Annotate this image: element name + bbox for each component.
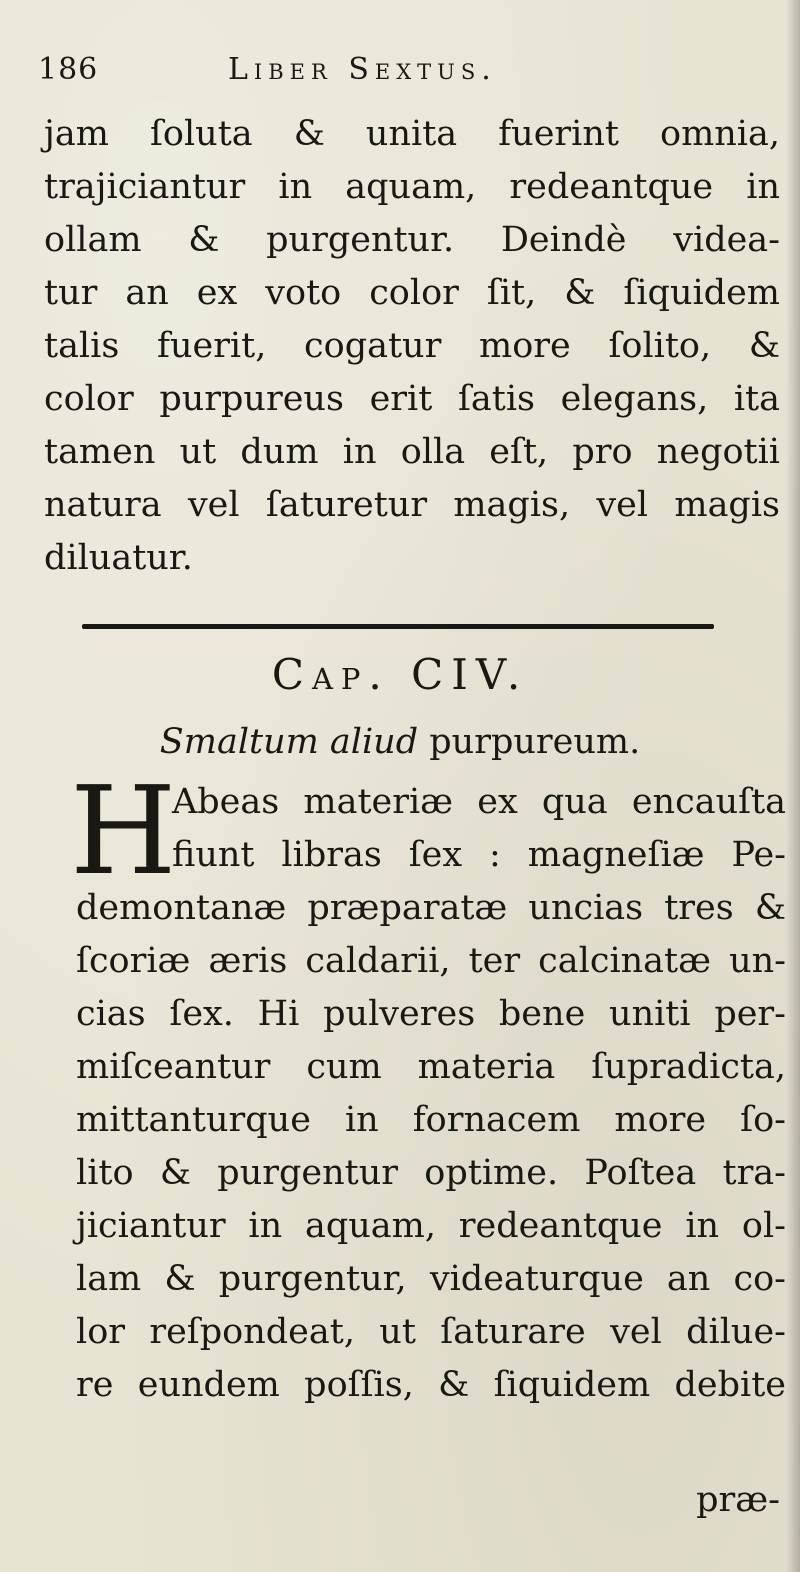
text-line: tamen ut dum in olla eſt, pro negotii	[44, 432, 780, 472]
chapter-heading: Cap. CIV.	[271, 650, 529, 699]
text-line: lito & purgentur optime. Poſtea tra-	[76, 1153, 786, 1193]
catchword: præ-	[696, 1480, 780, 1520]
running-title: Liber Sextus.	[228, 52, 497, 87]
text-line: ollam & purgentur. Deindè videa-	[44, 220, 780, 260]
text-line: natura vel ſaturetur magis, vel magis	[44, 485, 780, 525]
running-head	[38, 52, 778, 102]
text-line: diluatur.	[44, 538, 193, 578]
text-line: mittanturque in fornacem more ſo-	[76, 1100, 786, 1140]
drop-cap: H	[70, 760, 177, 902]
section-divider	[82, 624, 714, 629]
page-number: 186	[38, 52, 99, 87]
text-line: fiunt libras ſex : magneſiæ Pe-	[172, 835, 786, 875]
chapter-subtitle	[0, 722, 800, 762]
text-line: ſcoriæ æris caldarii, ter calcinatæ un-	[76, 941, 786, 981]
text-line: demontanæ præparatæ uncias tres &	[76, 888, 786, 928]
text-line: trajiciantur in aquam, redeantque in	[44, 167, 780, 207]
subtitle-roman: purpureum.	[429, 722, 641, 762]
text-line: cias ſex. Hi pulveres bene uniti per-	[76, 994, 786, 1034]
text-line: tur an ex voto color ſit, & ſiquidem	[44, 273, 780, 313]
text-line: jiciantur in aquam, redeantque in ol-	[76, 1206, 786, 1246]
text-line: lor reſpondeat, ut ſaturare vel dilue-	[76, 1312, 786, 1352]
text-line: jam ſoluta & unita fuerint omnia,	[44, 114, 780, 154]
text-line: Abeas materiæ ex qua encauſta	[172, 782, 786, 822]
text-line: lam & purgentur, videaturque an co-	[76, 1259, 786, 1299]
text-line: talis fuerit, cogatur more ſolito, &	[44, 326, 780, 366]
text-line: miſceantur cum materia ſupradicta,	[76, 1047, 786, 1087]
text-line: color purpureus erit ſatis elegans, ita	[44, 379, 780, 419]
page-edge-shadow	[786, 0, 800, 1572]
text-line: re eundem poſſis, & ſiquidem debite	[76, 1365, 786, 1405]
top-paragraph	[44, 108, 780, 585]
chapter-paragraph	[76, 776, 786, 1412]
subtitle-italic: Smaltum aliud	[159, 722, 419, 762]
